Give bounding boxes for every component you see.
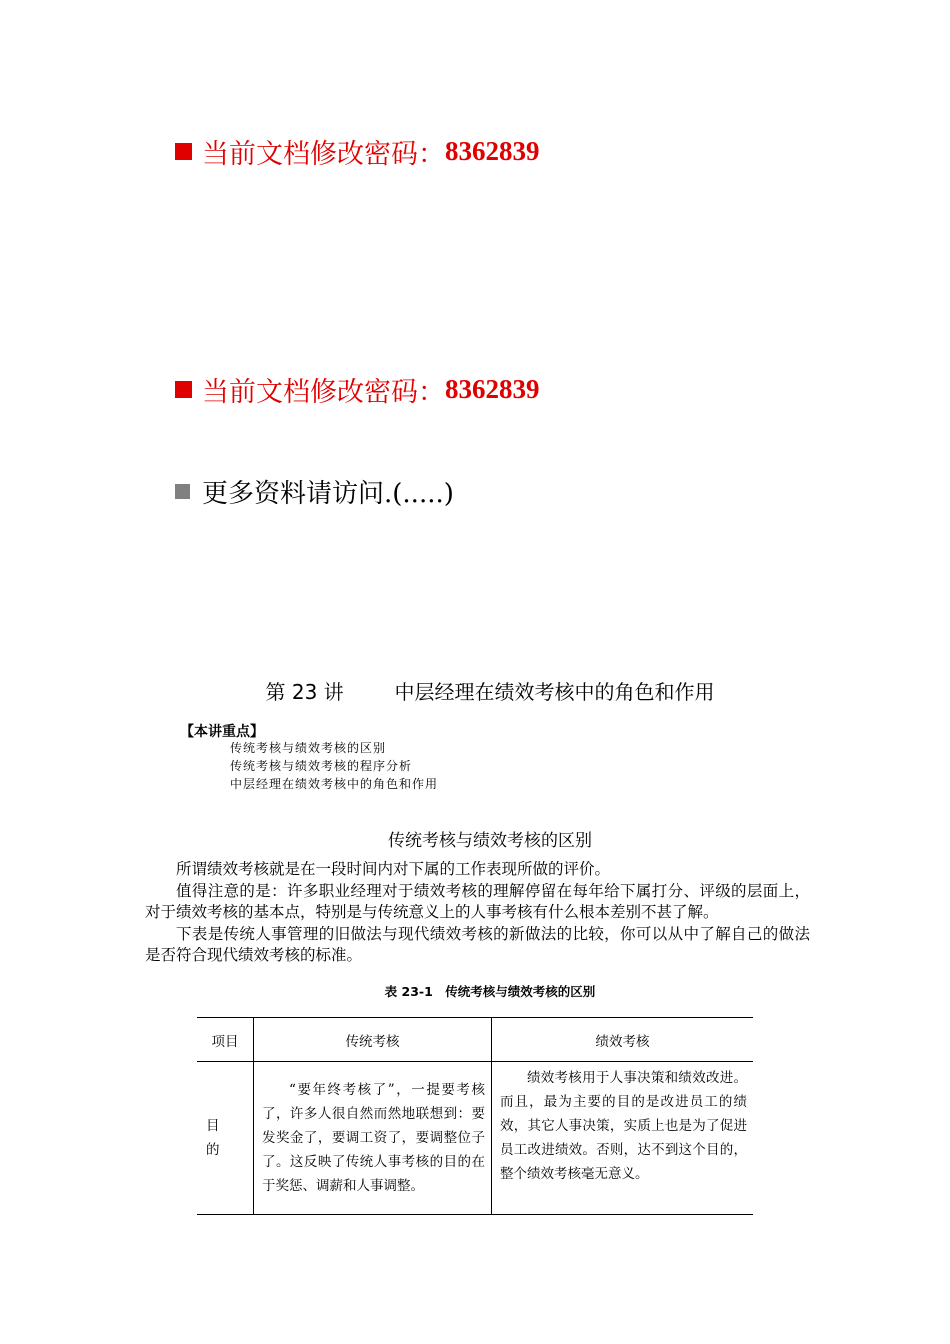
- column-header-item: 项目: [197, 1018, 254, 1062]
- paragraph: 值得注意的是：许多职业经理对于绩效考核的理解停留在每年给下属打分、评级的层面上，对于绩效考核的基本点，特别是与传统意义上的人事考核有什么根本差别不甚了解。: [145, 881, 810, 921]
- key-point-item: 传统考核与绩效考核的程序分析: [230, 759, 413, 773]
- performance-text: 绩效考核用于人事决策和绩效改进。而且，最为主要的目的是改进员工的绩效，其它人事决策，实质上也是为了促进员工改进绩效。否则，达不到这个目的，整个绩效考核毫无意义。: [500, 1070, 747, 1182]
- paragraph: 下表是传统人事管理的旧做法与现代绩效考核的新做法的比较，你可以从中了解自己的做法是否符合现代绩效考核的标准。: [145, 924, 810, 964]
- password-notice-label: 当前文档修改密码：: [202, 138, 445, 170]
- traditional-text: “要年终考核了”，一提要考核了，许多人很自然而然地联想到：要发奖金了，要调工资了，要调整位子了。这反映了传统人事考核的目的在于奖惩、调薪和人事调整。: [262, 1082, 485, 1194]
- row-label-line: 目: [206, 1118, 220, 1134]
- more-info-notice: [175, 471, 454, 511]
- paragraph: 所谓绩效考核就是在一段时间内对下属的工作表现所做的评价。: [176, 860, 611, 878]
- performance-cell: [492, 1062, 754, 1215]
- key-point-item: 中层经理在绩效考核中的角色和作用: [230, 777, 439, 791]
- password-notice-1: [175, 131, 540, 171]
- password-code: 8362839: [445, 373, 540, 404]
- red-square-bullet-icon: [175, 381, 192, 398]
- comparison-table: [197, 1017, 753, 1215]
- column-header-traditional: 传统考核: [254, 1018, 492, 1062]
- key-points-title: 【本讲重点】: [180, 724, 264, 740]
- row-label: [197, 1062, 254, 1215]
- password-code: 8362839: [445, 135, 540, 166]
- lecture-title: 第 23 讲 中层经理在绩效考核中的角色和作用: [265, 680, 715, 704]
- gray-square-bullet-icon: [175, 484, 190, 499]
- password-notice-label: 当前文档修改密码：: [202, 376, 445, 408]
- table-header-row: [197, 1018, 753, 1062]
- key-point-item: 传统考核与绩效考核的区别: [230, 741, 387, 755]
- table-row: [197, 1062, 753, 1215]
- more-info-text: 更多资料请访问.(.....): [202, 478, 454, 509]
- password-notice-2: [175, 369, 540, 409]
- column-header-performance: 绩效考核: [492, 1018, 754, 1062]
- body-text: [145, 859, 810, 967]
- key-points: [180, 721, 438, 793]
- row-label-line: 的: [206, 1142, 220, 1158]
- red-square-bullet-icon: [175, 143, 192, 160]
- section-title: 传统考核与绩效考核的区别: [388, 831, 592, 851]
- table-caption: 表 23-1 传统考核与绩效考核的区别: [384, 984, 596, 999]
- traditional-cell: [254, 1062, 492, 1215]
